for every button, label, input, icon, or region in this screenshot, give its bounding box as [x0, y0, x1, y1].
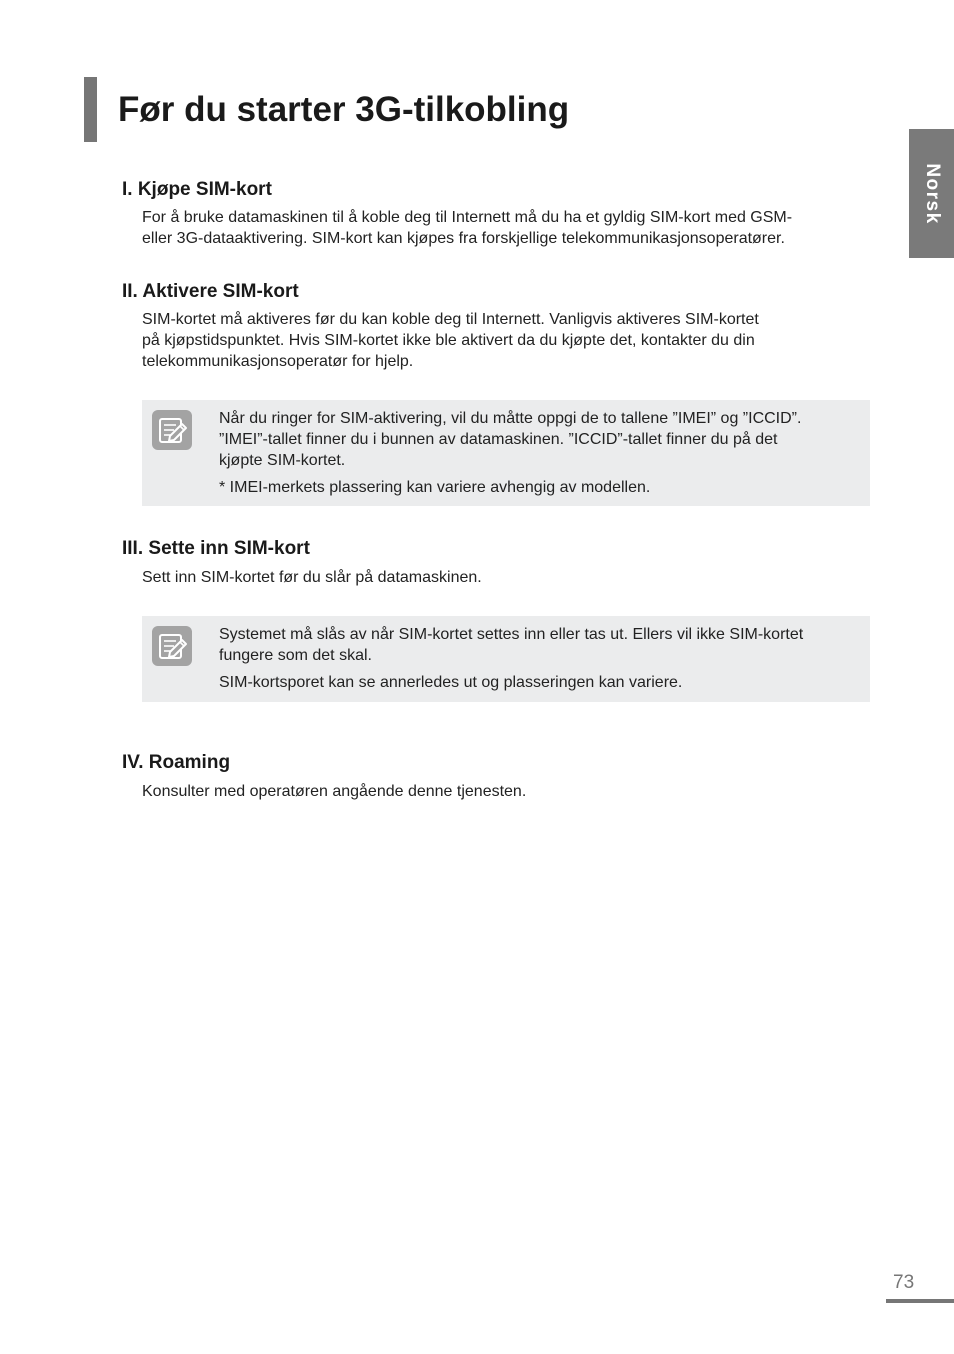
section-3-heading: III. Sette inn SIM-kort: [122, 538, 310, 559]
section-2-line: SIM-kortet må aktiveres før du kan koble deg til Internett. Vanligvis aktiveres SIM-kortet: [142, 311, 759, 328]
section-3-body: [142, 567, 482, 588]
section-1-line: For å bruke datamaskinen til å koble deg til Internett må du ha et gyldig SIM-kort med GSM-: [142, 209, 793, 226]
section-3-line: Sett inn SIM-kortet før du slår på datamaskinen.: [142, 569, 482, 586]
language-side-tab-label: Norsk: [921, 162, 943, 225]
note-pencil-icon: [152, 626, 192, 666]
page-title: Før du starter 3G-tilkobling: [118, 90, 570, 129]
section-1-heading: I. Kjøpe SIM-kort: [122, 179, 272, 200]
note-text: [219, 408, 801, 498]
page-number-rule: [886, 1299, 954, 1303]
page-number: 73: [893, 1272, 915, 1293]
note-pencil-icon: [152, 410, 192, 450]
language-side-tab: [909, 129, 954, 258]
section-2-heading: II. Aktivere SIM-kort: [122, 281, 299, 302]
title-accent-bar: [84, 77, 97, 142]
note-line: kjøpte SIM-kortet.: [219, 452, 346, 469]
note-extra-line: SIM-kortsporet kan se annerledes ut og plasseringen kan variere.: [219, 674, 683, 691]
section-2-body: [142, 309, 759, 372]
section-1-body: [142, 207, 792, 249]
note-line: ”IMEI”-tallet finner du i bunnen av datamaskinen. ”ICCID”-tallet finner du på det: [219, 431, 778, 448]
section-4-heading: IV. Roaming: [122, 752, 231, 773]
note-box-sim-activation: [142, 400, 870, 506]
section-4-line: Konsulter med operatøren angående denne tjenesten.: [142, 783, 527, 800]
note-footnote: * IMEI-merkets plassering kan variere avhengig av modellen.: [219, 479, 651, 496]
note-line: Når du ringer for SIM-aktivering, vil du måtte oppgi de to tallene ”IMEI” og ”ICCID”.: [219, 410, 802, 427]
section-2-line: telekommunikasjonsoperatør for hjelp.: [142, 353, 414, 370]
note-box-sim-insertion: [142, 616, 870, 702]
note-line: fungere som det skal.: [219, 647, 372, 664]
section-2-line: på kjøpstidspunktet. Hvis SIM-kortet ikke ble aktivert da du kjøpte det, kontakter du din: [142, 332, 755, 349]
section-1-line: eller 3G-dataaktivering. SIM-kort kan kjøpes fra forskjellige telekommunikasjonsoperatører.: [142, 230, 785, 247]
note-text: [219, 624, 803, 693]
note-line: Systemet må slås av når SIM-kortet settes inn eller tas ut. Ellers vil ikke SIM-kortet: [219, 626, 804, 643]
section-4-body: [142, 781, 526, 802]
